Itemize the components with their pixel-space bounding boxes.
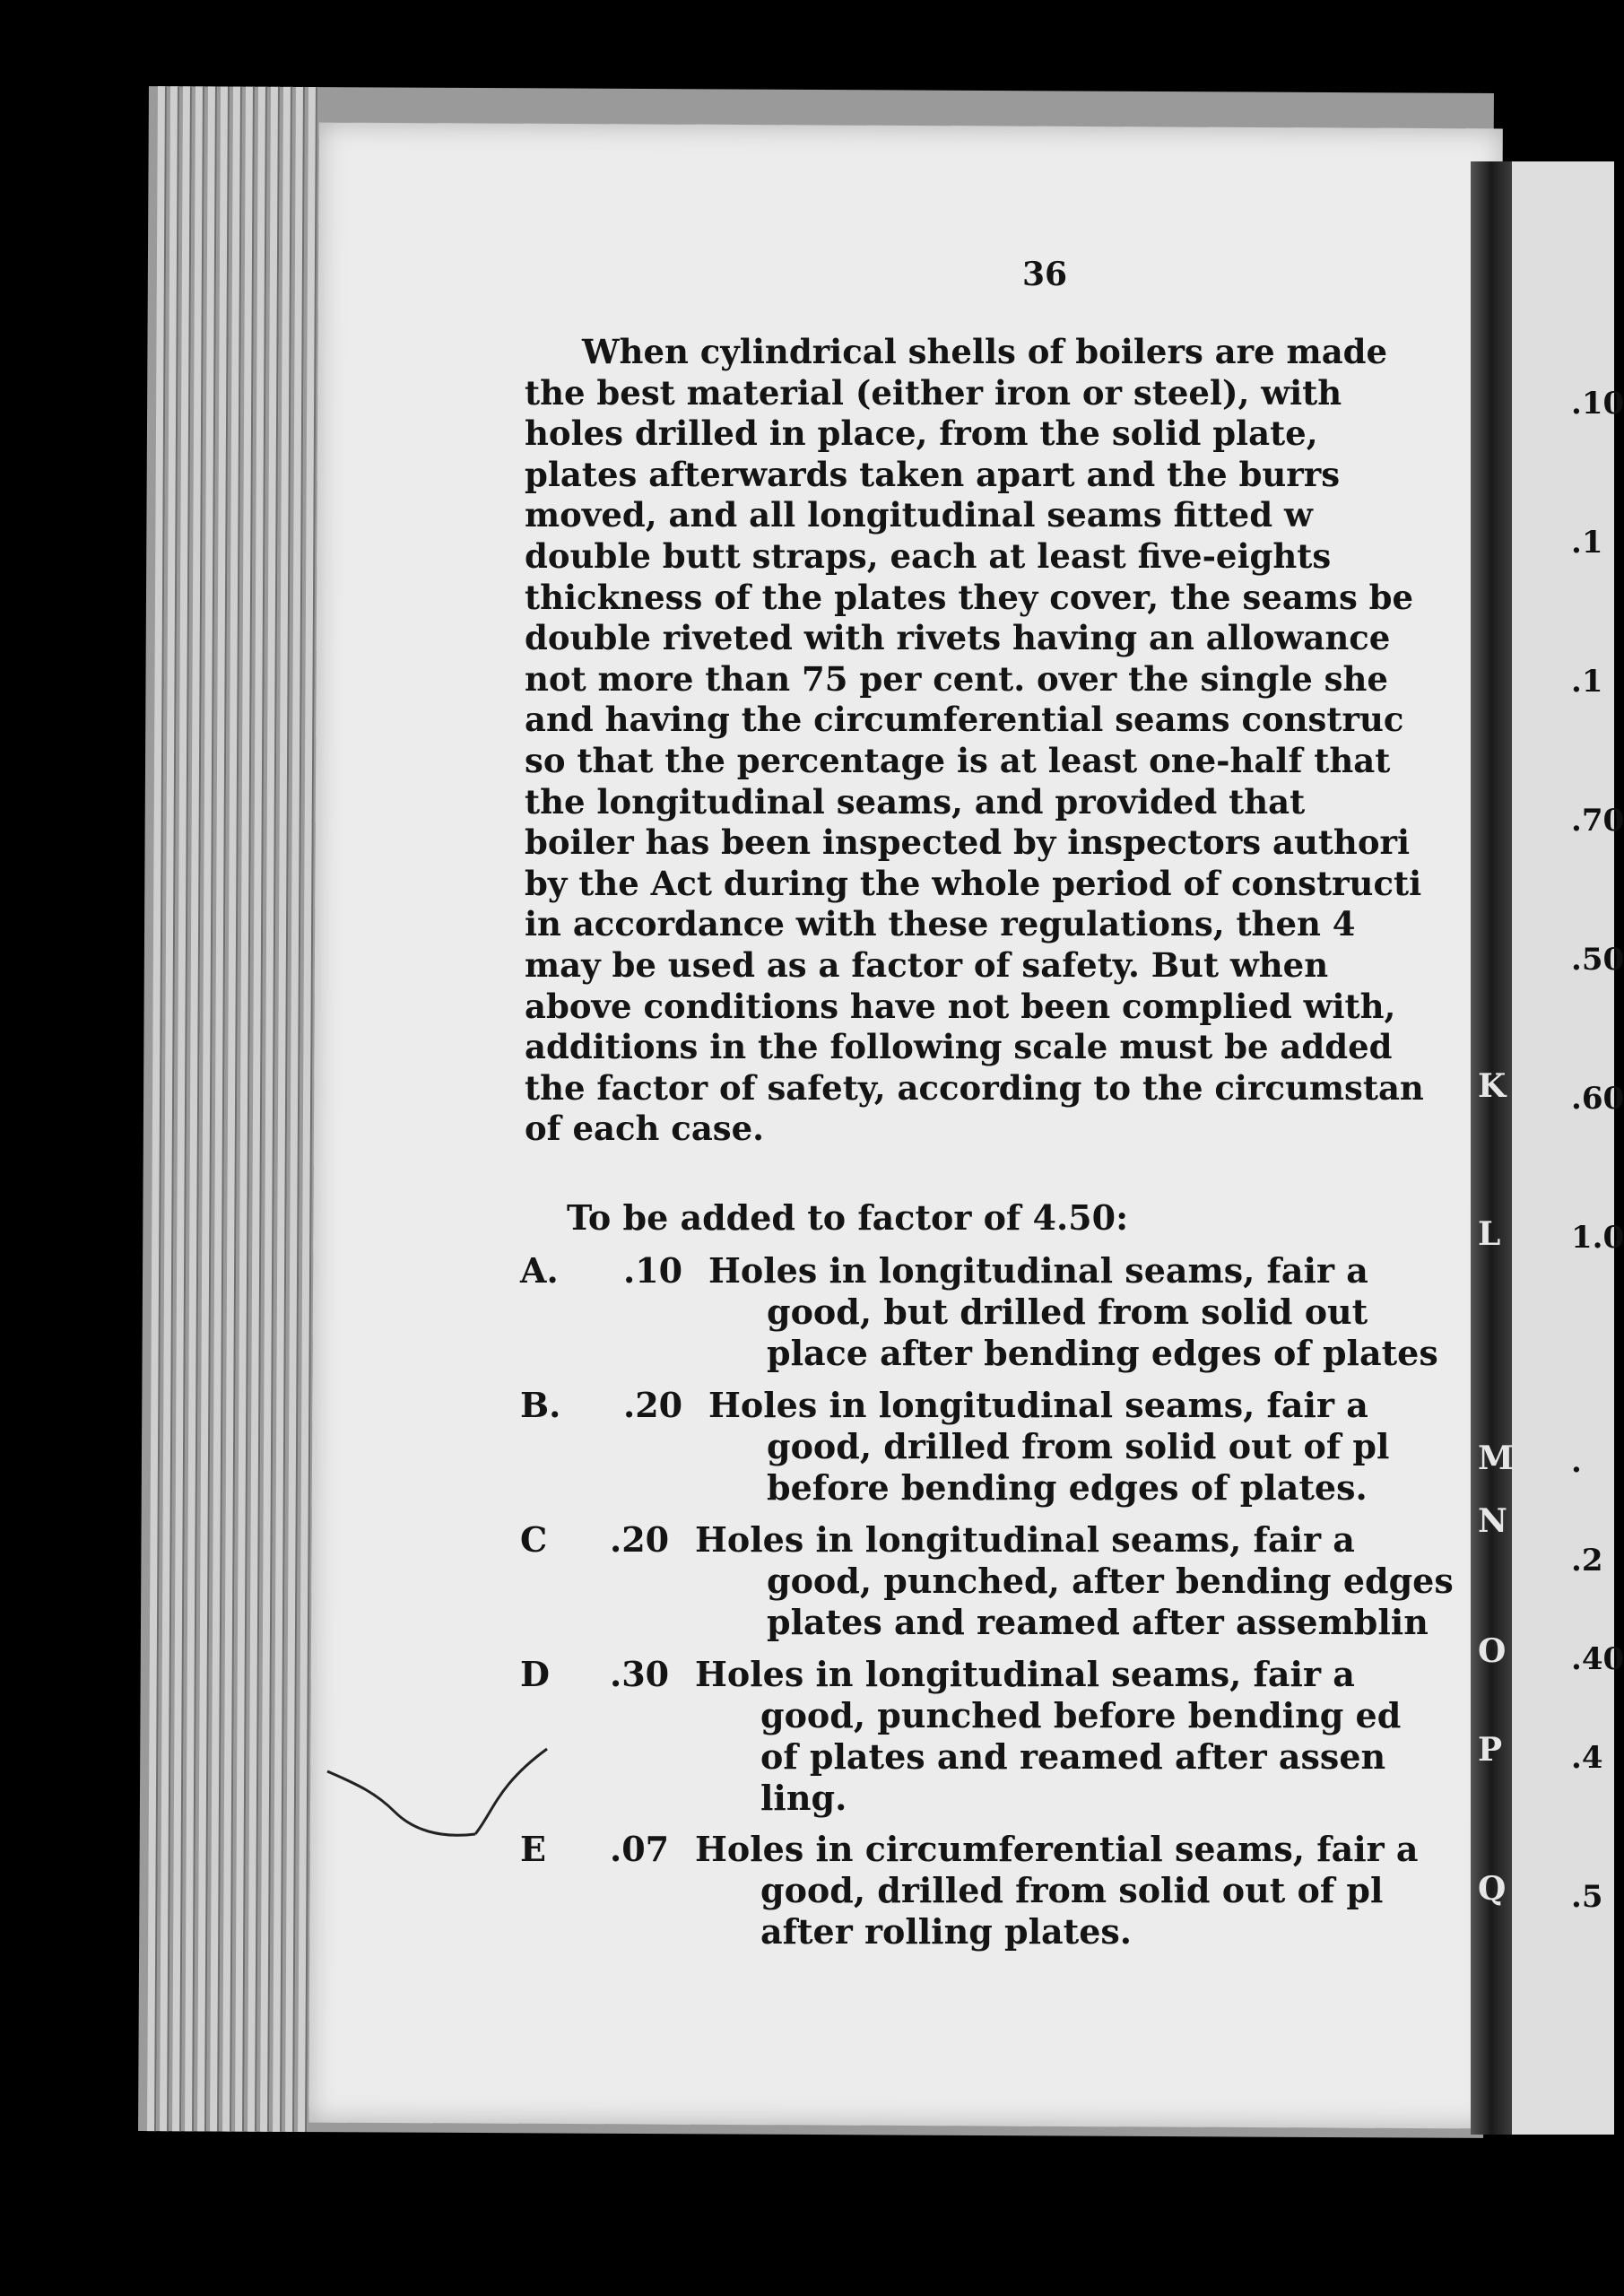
paragraph-line: so that the percentage is at least one-half that xyxy=(525,740,1391,780)
item-value: .30 xyxy=(610,1654,670,1694)
item-value: .07 xyxy=(610,1829,670,1869)
paragraph-line: of each case. xyxy=(525,1109,765,1149)
paragraph-line: boiler has been inspected by inspectors authori xyxy=(525,822,1411,863)
item-line: good, punched, after bending edges xyxy=(767,1561,1454,1601)
item-value: .20 xyxy=(610,1519,670,1560)
paragraph-line: the longitudinal seams, and provided that xyxy=(525,781,1306,822)
item-line: good, drilled from solid out of pl xyxy=(767,1426,1390,1466)
scale-item-a xyxy=(520,1251,1471,1377)
item-letter: E xyxy=(520,1829,546,1869)
item-line: Holes in longitudinal seams, fair a xyxy=(695,1519,1355,1560)
gutter-letter: M xyxy=(1478,1439,1514,1477)
paragraph-line: additions in the following scale must be added xyxy=(525,1027,1393,1067)
body-paragraph xyxy=(525,332,1471,1150)
paragraph-line: may be used as a factor of safety. But when xyxy=(525,944,1329,985)
facing-page-value: .40 xyxy=(1571,1641,1624,1677)
facing-page-edge xyxy=(1512,161,1614,2135)
item-line: of plates and reamed after assen xyxy=(760,1736,1386,1777)
item-line: good, punched before bending ed xyxy=(760,1695,1402,1735)
item-line: Holes in longitudinal seams, fair a xyxy=(708,1250,1368,1291)
item-value: .20 xyxy=(623,1385,683,1425)
item-line: plates and reamed after assemblin xyxy=(767,1602,1429,1642)
scale-item-c xyxy=(520,1520,1471,1646)
paragraph-line: the factor of safety, according to the circumstan xyxy=(525,1067,1424,1108)
item-line: Holes in longitudinal seams, fair a xyxy=(708,1385,1368,1425)
facing-page-value: .2 xyxy=(1571,1543,1603,1578)
item-line: Holes in circumferential seams, fair a xyxy=(695,1829,1419,1869)
scale-intro: To be added to factor of 4.50: xyxy=(567,1197,1129,1238)
facing-page-value: . xyxy=(1571,1444,1582,1480)
facing-page-value: .1 xyxy=(1571,664,1603,700)
item-line: before bending edges of plates. xyxy=(767,1467,1368,1508)
item-letter: A. xyxy=(520,1250,559,1291)
paragraph-line: holes drilled in place, from the solid plate, xyxy=(525,413,1318,454)
paragraph-line: and having the circumferential seams construc xyxy=(525,700,1404,740)
paragraph-line: above conditions have not been complied with, xyxy=(525,986,1396,1026)
paragraph-line: moved, and all longitudinal seams fitted w xyxy=(525,495,1313,535)
paragraph-line: double butt straps, each at least five-eights xyxy=(525,535,1332,576)
paragraph-line: the best material (either iron or steel), with xyxy=(525,372,1342,413)
gutter-letter: N xyxy=(1478,1502,1507,1540)
paragraph-line: not more than 75 per cent. over the single she xyxy=(525,658,1388,699)
item-line: Holes in longitudinal seams, fair a xyxy=(695,1654,1355,1694)
facing-page-value: .60 xyxy=(1571,1081,1624,1117)
item-letter: D xyxy=(520,1654,550,1694)
book-gutter xyxy=(1471,161,1512,2135)
paragraph-line: plates afterwards taken apart and the burrs xyxy=(525,454,1341,494)
pencil-mark-icon xyxy=(323,1731,556,1857)
item-line: ling. xyxy=(760,1778,847,1818)
item-value: .10 xyxy=(623,1250,683,1291)
paragraph-line: double riveted with rivets having an allowance xyxy=(525,618,1391,658)
paragraph-line: in accordance with these regulations, then 4 xyxy=(525,904,1356,944)
item-line: place after bending edges of plates xyxy=(767,1333,1438,1373)
paragraph-line: When cylindrical shells of boilers are made xyxy=(582,332,1388,371)
gutter-letter: K xyxy=(1478,1067,1507,1105)
page-number: 36 xyxy=(1022,256,1068,293)
facing-page-value: .70 xyxy=(1571,803,1624,839)
scale-item-b xyxy=(520,1386,1471,1511)
gutter-letter: P xyxy=(1478,1731,1503,1769)
facing-page-value: .10 xyxy=(1571,386,1624,422)
item-line: good, drilled from solid out of pl xyxy=(760,1870,1384,1910)
facing-page-value: .4 xyxy=(1571,1740,1603,1776)
paragraph-line: by the Act during the whole period of constructi xyxy=(525,863,1422,903)
scale-item-d xyxy=(520,1655,1471,1821)
paragraph-line: thickness of the plates they cover, the seams be xyxy=(525,577,1414,617)
facing-page-value: .50 xyxy=(1571,942,1624,978)
facing-page-value: 1.0 xyxy=(1571,1220,1624,1256)
gutter-letter: L xyxy=(1478,1215,1501,1253)
gutter-letter: Q xyxy=(1478,1870,1507,1908)
item-line: after rolling plates. xyxy=(760,1911,1133,1952)
item-letter: B. xyxy=(520,1385,561,1425)
item-line: good, but drilled from solid out xyxy=(767,1292,1368,1332)
facing-page-value: .1 xyxy=(1571,525,1603,561)
item-letter: C xyxy=(520,1519,548,1560)
facing-page-value: .5 xyxy=(1571,1879,1603,1915)
scale-item-e xyxy=(520,1830,1471,1955)
gutter-letter: O xyxy=(1478,1632,1507,1670)
